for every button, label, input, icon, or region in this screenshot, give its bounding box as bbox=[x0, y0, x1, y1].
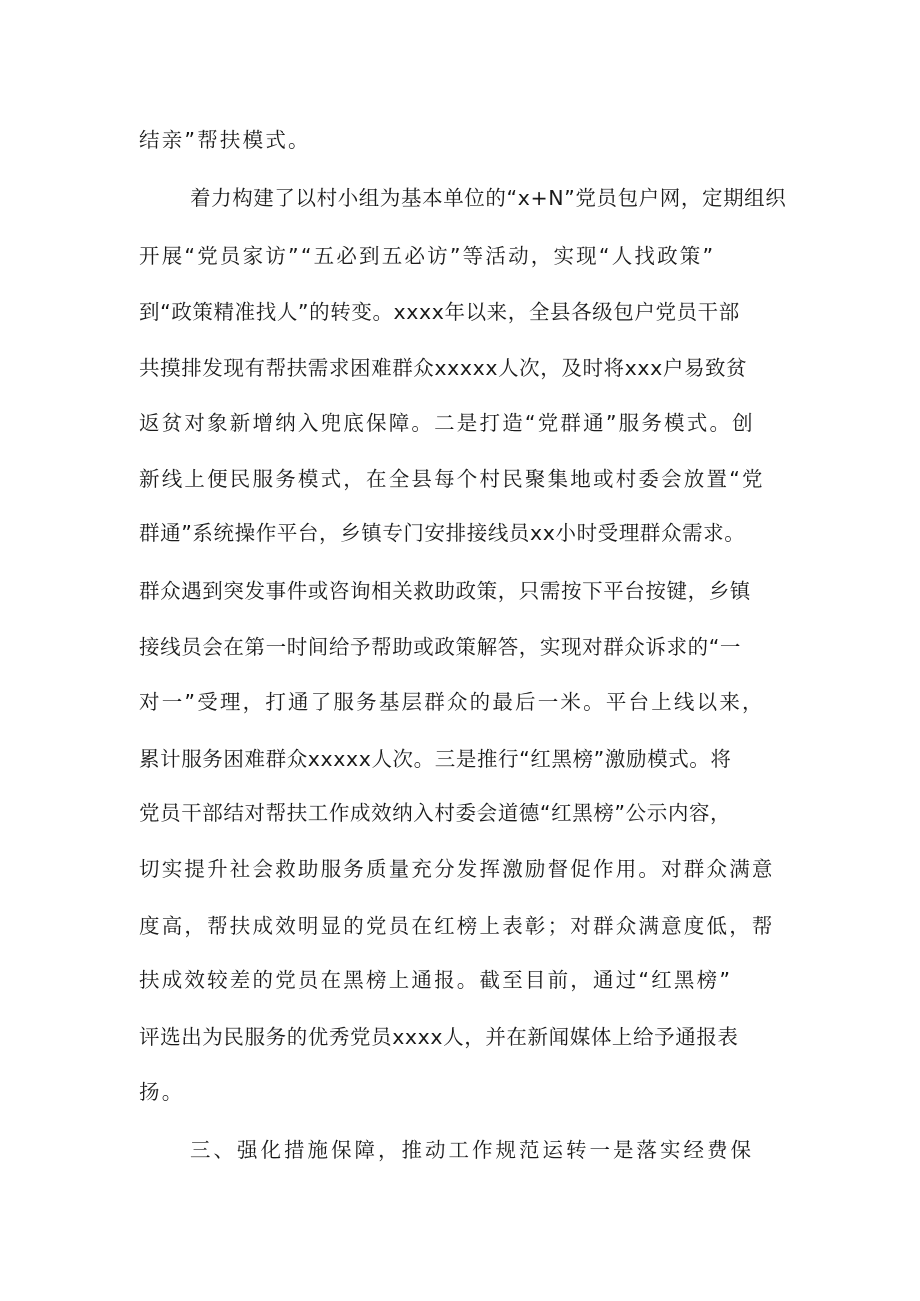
text-line: 共摸排发现有帮扶需求困难群众xxxxx人次，及时将xxx户易致贫 bbox=[139, 356, 748, 380]
text-line: 新线上便民服务模式，在全县每个村民聚集地或村委会放置“党 bbox=[139, 467, 765, 491]
text-line: 接线员会在第一时间给予帮助或政策解答，实现对群众诉求的“一 bbox=[139, 635, 742, 659]
text-line: 对一”受理，打通了服务基层群众的最后一米。平台上线以来， bbox=[139, 690, 765, 714]
text-line: 群众遇到突发事件或咨询相关救助政策，只需按下平台按键，乡镇 bbox=[139, 579, 751, 603]
text-line: 扶成效较差的党员在黑榜上通报。截至目前，通过“红黑榜” bbox=[139, 968, 733, 992]
text-line: 到“政策精准找人”的转变。xxxx年以来，全县各级包户党员干部 bbox=[139, 300, 740, 324]
text-line: 评选出为民服务的优秀党员xxxx人，并在新闻媒体上给予通报表 bbox=[139, 1025, 739, 1049]
text-line: 切实提升社会救助服务质量充分发挥激励督促作用。对群众满意 bbox=[139, 857, 775, 881]
text-line: 扬。 bbox=[139, 1080, 185, 1104]
paragraph-start-line: 着力构建了以村小组为基本单位的“x+N”党员包户网，定期组织 bbox=[190, 186, 787, 210]
text-line: 累计服务困难群众xxxxx人次。三是推行“红黑榜”激励模式。将 bbox=[139, 747, 732, 771]
text-line: 结亲”帮扶模式。 bbox=[139, 128, 311, 152]
text-line: 党员干部结对帮扶工作成效纳入村委会道德“红黑榜”公示内容， bbox=[139, 801, 732, 825]
text-line: 度高，帮扶成效明显的党员在红榜上表彰；对群众满意度低，帮 bbox=[139, 914, 775, 938]
text-line: 群通”系统操作平台，乡镇专门安排接线员xx小时受理群众需求。 bbox=[139, 521, 746, 545]
text-line: 返贫对象新增纳入兜底保障。二是打造“党群通”服务模式。创 bbox=[139, 411, 755, 435]
section-heading-line: 三、强化措施保障，推动工作规范运转一是落实经费保 bbox=[190, 1138, 754, 1162]
text-line: 开展“党员家访”“五必到五必访”等活动，实现“人找政策” bbox=[139, 244, 716, 268]
